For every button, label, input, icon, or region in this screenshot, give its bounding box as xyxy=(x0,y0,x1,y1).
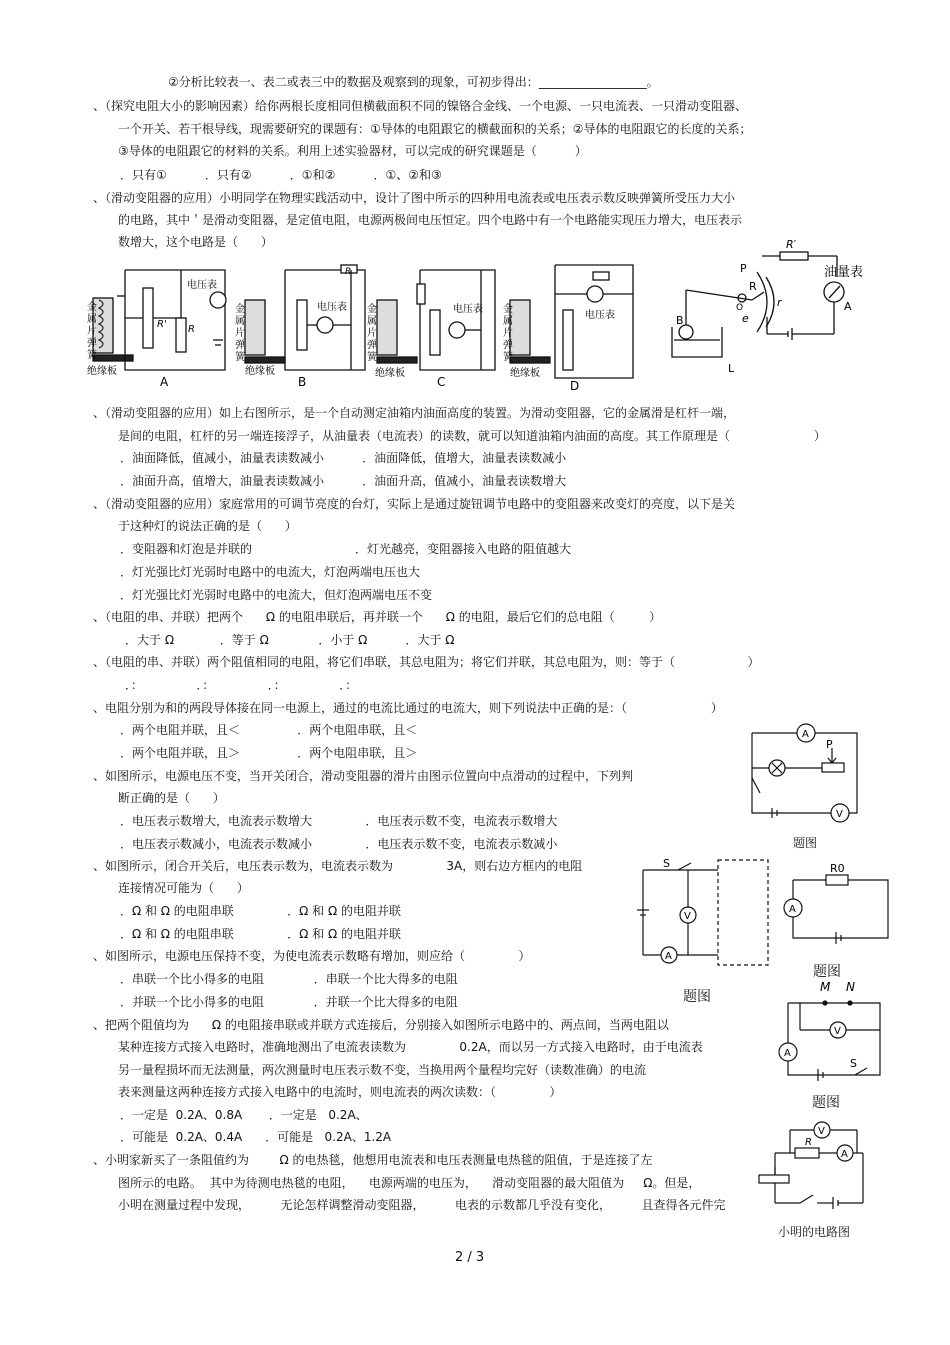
answer-options: ．电压表示数减小，电流表示数减小 ．电压表示数不变，电流表示数减小 xyxy=(120,837,558,851)
svg-text:弹: 弹 xyxy=(503,340,513,351)
svg-text:N: N xyxy=(846,980,855,994)
svg-text:B: B xyxy=(676,314,684,327)
fig-caption: 题图 xyxy=(683,989,711,1005)
svg-text:R′: R′ xyxy=(786,238,797,251)
svg-text:M: M xyxy=(820,980,831,994)
svg-text:簧: 簧 xyxy=(235,352,245,363)
spring-circuits-figure xyxy=(85,260,645,395)
analysis-prompt-line: ②分析比较表一、表二或表三中的数据及观察到的现象，可初步得出：__________________。 xyxy=(168,75,659,89)
question-line: 是间的电阻，杠杆的另一端连接浮子，从油量表（电流表）的读数，就可以知道油箱内油面的高度。其工作原理是（ ） xyxy=(118,429,826,443)
question-line: 数增大，这个电路是（ ） xyxy=(118,235,273,249)
slider-circuit-figure xyxy=(742,718,862,833)
svg-text:P: P xyxy=(826,738,833,751)
svg-text:电压表: 电压表 xyxy=(187,280,217,291)
svg-text:V: V xyxy=(834,1026,841,1037)
svg-text:弹: 弹 xyxy=(87,338,97,349)
answer-options: ．两个电阻并联，且＜ ．两个电阻串联，且＜ xyxy=(120,723,418,737)
svg-text:金: 金 xyxy=(503,304,513,315)
svg-text:片: 片 xyxy=(503,328,513,339)
question-line: 断正确的是（ ） xyxy=(118,791,225,805)
svg-text:V: V xyxy=(836,809,843,820)
question-oil-gauge: 、（滑动变阻器的应用）如上右图所示，是一个自动测定油箱内油面高度的装置。为滑动变阻器，它的金属滑是杠杆一端， xyxy=(93,406,736,420)
svg-text:R: R xyxy=(805,1137,812,1148)
oil-gauge-label: 油量表 xyxy=(824,265,864,280)
question-desk-lamp: 、（滑动变阻器的应用）家庭常用的可调节亮度的台灯，实际上是通过旋钮调节电路中的变阻器来改变灯的亮度，以下是关 xyxy=(93,497,736,511)
question-ammeter-increase: 、如图所示，电源电压保持不变，为使电流表示数略有增加，则应给（ ） xyxy=(93,949,531,963)
svg-text:A: A xyxy=(841,1149,848,1160)
svg-text:电压表: 电压表 xyxy=(585,310,615,321)
answer-options: ．可能是 0.2A、0.4A ．可能是 0.2A、1.2A xyxy=(120,1130,392,1144)
answer-options: ．： ．： ．： ．： xyxy=(125,678,358,692)
svg-text:电压表: 电压表 xyxy=(453,304,483,315)
oil-gauge-figure xyxy=(652,232,882,382)
question-line: 于这种灯的说法正确的是（ ） xyxy=(118,519,297,533)
svg-text:P: P xyxy=(740,262,747,275)
svg-text:簧: 簧 xyxy=(503,352,513,363)
question-series-parallel-2: 、（电阻的串、并联）两个阻值相同的电阻，将它们串联，其总电阻为；将它们并联，其总电阻为，则：等于（ ） xyxy=(93,655,760,669)
svg-text:r: r xyxy=(777,296,782,309)
svg-text:O: O xyxy=(736,303,744,313)
question-two-resistors: 、电阻分别为和的两段导体接在同一电源上，通过的电流比通过的电流大，则下列说法中正确的是：（ ） xyxy=(93,701,723,715)
fig-caption: 题图 xyxy=(793,836,818,850)
answer-options: ．Ω 和 Ω 的电阻串联 ．Ω 和 Ω 的电阻并联 xyxy=(120,927,401,941)
svg-text:绝缘板: 绝缘板 xyxy=(245,366,275,377)
question-line: 连接情况可能为（ ） xyxy=(118,881,249,895)
answer-options: ．串联一个比小得多的电阻 ．串联一个比大得多的电阻 xyxy=(120,972,458,986)
question-slider-circuit: 、如图所示，电源电压不变，当开关闭合，滑动变阻器的滑片由图示位置向中点滑动的过程中，下列判 xyxy=(93,769,634,783)
svg-text:金: 金 xyxy=(235,304,245,315)
svg-text:绝缘板: 绝缘板 xyxy=(375,368,405,379)
question-box-resistors: 、如图所示，闭合开关后，电压表示数为，电流表示数为 3A，则右边方框内的电阻 xyxy=(93,859,583,873)
question-resistance-factors: 、（探究电阻大小的影响因素）给你两根长度相同但横截面积不同的镍铬合金线、一个电源、一只电流表、一只滑动变阻器、 xyxy=(93,99,748,113)
question-mn-resistors: 、把两个阻值均为 Ω 的电阻接串联或并联方式连接后，分别接入如图所示电路中的、两点间，当两电阻以 xyxy=(93,1018,669,1032)
svg-text:属: 属 xyxy=(503,316,513,327)
question-line: 某种连接方式接入电路时，准确地测出了电流表读数为 0.2A，而以另一方式接入电路时，由于电流表 xyxy=(118,1040,703,1054)
circuit-label-c: C xyxy=(437,375,446,389)
question-series-parallel-1: 、（电阻的串、并联）把两个 Ω 的电阻串联后，再并联一个 Ω 的电阻，最后它们的总电阻（ ） xyxy=(93,610,662,624)
svg-text:R': R' xyxy=(157,319,167,330)
svg-text:片: 片 xyxy=(235,328,245,339)
fig-caption: 小明的电路图 xyxy=(778,1225,851,1239)
svg-text:A: A xyxy=(844,300,852,313)
question-line: 表来测量这两种连接方式接入电路中的电流时，则电流表的两次读数：（ ） xyxy=(118,1085,562,1099)
svg-text:R: R xyxy=(749,280,757,293)
svg-text:A: A xyxy=(784,1048,791,1059)
question-line: 一个开关、若干根导线，现需要研究的课题有：①导体的电阻跟它的横截面积的关系；②导体的电阻跟它的长度的关系； xyxy=(118,122,752,136)
svg-text:簧: 簧 xyxy=(367,352,377,363)
box-resistors-figure xyxy=(633,855,773,970)
svg-text:簧: 簧 xyxy=(87,350,97,361)
svg-text:A: A xyxy=(802,729,809,740)
fig-caption: 题图 xyxy=(813,964,841,980)
svg-text:绝缘板: 绝缘板 xyxy=(510,368,540,379)
question-line: 图所示的电路。 其中为待测电热毯的电阻， 电源两端的电压为， 滑动变阻器的最大阻值为 Ω。但是， xyxy=(118,1176,701,1190)
svg-text:属: 属 xyxy=(87,314,97,325)
svg-text:R0: R0 xyxy=(830,862,845,875)
fig-caption: 题图 xyxy=(812,1095,840,1111)
page-number: 2 / 3 xyxy=(455,1250,485,1265)
svg-text:电压表: 电压表 xyxy=(317,302,347,313)
answer-options: ．两个电阻并联，且＞ ．两个电阻串联，且＞ xyxy=(120,746,418,760)
circuit-d xyxy=(510,265,633,378)
question-electric-blanket: 、小明家新买了一条阻值约为 Ω 的电热毯，他想用电流表和电压表测量电热毯的阻值，于是连接了左 xyxy=(93,1153,653,1167)
xiaoming-circuit-figure xyxy=(745,1115,875,1220)
svg-text:属: 属 xyxy=(367,316,377,327)
svg-text:R: R xyxy=(188,324,195,335)
answer-options: ．只有① ．只有② ．①和② ．①、②和③ xyxy=(120,168,442,182)
r0-circuit-figure xyxy=(778,860,893,955)
svg-text:金: 金 xyxy=(367,304,377,315)
svg-text:片: 片 xyxy=(367,328,377,339)
answer-options: ．灯光强比灯光弱时电路中的电流大，灯泡两端电压也大 xyxy=(120,565,421,579)
circuit-label-b: B xyxy=(298,375,307,389)
svg-text:A: A xyxy=(665,951,672,962)
circuit-c xyxy=(377,270,495,370)
answer-options: ．电压表示数增大，电流表示数增大 ．电压表示数不变，电流表示数增大 xyxy=(120,814,558,828)
insulator-label: 绝缘板 xyxy=(87,366,117,377)
question-line: 小明在测量过程中发现， 无论怎样调整滑动变阻器， 电表的示数都几乎没有变化， 且查得各元件完 xyxy=(118,1198,726,1212)
answer-options: ．Ω 和 Ω 的电阻串联 ．Ω 和 Ω 的电阻并联 xyxy=(120,904,401,918)
question-line: 的电路，其中＇是滑动变阻器，是定值电阻，电源两极间电压恒定。四个电路中有一个电路能实现压力增大，电压表示 xyxy=(118,213,743,227)
answer-options: ．油面升高，值增大，油量表读数减小 ．油面升高，值减小，油量表读数增大 xyxy=(120,474,567,488)
question-spring-circuits: 、（滑动变阻器的应用）小明同学在物理实践活动中，设计了图中所示的四种用电流表或电压表示数反映弹簧所受压力大小 xyxy=(93,191,736,205)
answer-options: ．变阻器和灯泡是并联的 ．灯光越亮，变阻器接入电路的阻值越大 xyxy=(120,542,571,556)
mn-circuit-figure xyxy=(770,975,890,1085)
svg-text:e: e xyxy=(742,312,749,325)
svg-text:S: S xyxy=(663,857,670,870)
svg-text:片: 片 xyxy=(87,326,97,337)
answer-options: ．油面降低，值减小，油量表读数减小 ．油面降低，值增大，油量表读数减小 xyxy=(120,451,567,465)
circuit-label-d: D xyxy=(570,379,580,393)
answer-options: ．一定是 0.2A、0.8A ．一定是 0.2A、 xyxy=(120,1108,368,1122)
svg-text:L: L xyxy=(728,362,735,375)
svg-text:弹: 弹 xyxy=(235,340,245,351)
circuit-b xyxy=(245,265,365,370)
svg-text:属: 属 xyxy=(235,316,245,327)
question-line: ③导体的电阻跟它的材料的关系。利用上述实验器材，可以完成的研究课题是（ ） xyxy=(118,144,587,158)
svg-text:R: R xyxy=(345,267,352,277)
svg-text:弹: 弹 xyxy=(367,340,377,351)
metal-spring-label: 金 xyxy=(87,302,97,313)
svg-text:S: S xyxy=(850,1057,857,1070)
svg-text:V: V xyxy=(684,911,691,922)
answer-options: ．大于 Ω ．等于 Ω ．小于 Ω ．大于 Ω xyxy=(125,633,455,647)
question-line: 另一量程损坏而无法测量，两次测量时电压表示数不变，当换用两个量程均完好（读数准确）的电流 xyxy=(118,1063,647,1077)
answer-options: ．并联一个比小得多的电阻 ．并联一个比大得多的电阻 xyxy=(120,995,458,1009)
svg-text:A: A xyxy=(789,904,796,915)
circuit-label-a: A xyxy=(160,375,169,389)
svg-text:V: V xyxy=(818,1126,825,1137)
answer-options: ．灯光强比灯光弱时电路中的电流大，但灯泡两端电压不变 xyxy=(120,588,433,602)
